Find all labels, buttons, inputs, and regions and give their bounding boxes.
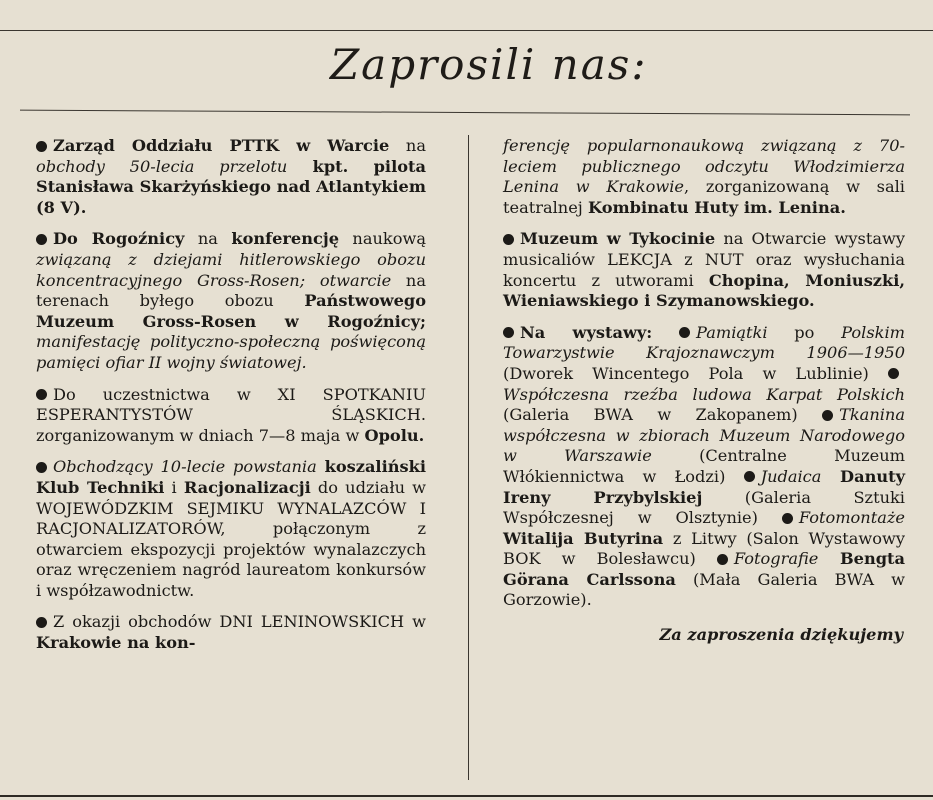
bottom-rule — [0, 795, 933, 797]
event-name: konferencję — [231, 229, 340, 249]
bullet-icon — [717, 554, 728, 565]
museum-name: Państwowego Muzeum Gross-Rosen w Rogoźnicy; — [36, 291, 426, 331]
column-divider — [468, 135, 469, 780]
item-esperanto — [36, 385, 426, 447]
item-koszalin — [36, 457, 426, 601]
bullet-icon — [744, 471, 755, 482]
thanks-footer: Za zaproszenia dziękujemy — [659, 625, 903, 645]
org-name: koszaliński Klub Techniki — [36, 457, 426, 497]
exhibition-name: Judaica — [760, 466, 822, 486]
bullet-icon — [36, 141, 47, 152]
bullet-icon — [36, 617, 47, 628]
venue: (Galeria BWA w Zakopanem) — [503, 405, 823, 425]
artist-name: Bengta Görana Carlssona — [503, 549, 906, 589]
venue: (Centralne Muzeum Włókiennictwa w Łodzi) — [503, 446, 905, 486]
place-name: Krakowie na kon- — [36, 633, 196, 653]
bullet-icon — [822, 410, 833, 421]
event-detail: związaną z dziejami hitlerowskiego obozu koncentracyjnego Gross-Rosen; otwarcie — [36, 249, 426, 290]
text: na Otwarcie wystawy musicaliów LEKCJA z NUT oraz wysłuchania koncertu z utworami — [503, 229, 905, 290]
exhibition-name: Fotografie — [733, 549, 819, 569]
exhibition-name: Fotomontaże — [798, 508, 905, 528]
place-name: Opolu. — [364, 425, 425, 445]
artist-name: Danuty Ireny Przybylskiej — [503, 466, 905, 507]
text: naukową — [339, 229, 426, 249]
bullet-icon — [36, 234, 47, 245]
item-pttk-warta — [36, 136, 426, 218]
exhibition-name: Tkanina współczesna w zbiorach Muzeum Narodowego w Warszawie — [503, 405, 905, 466]
bullet-icon — [36, 389, 47, 400]
venue: (Galeria Sztuki Współczesnej w Olsztynie) — [503, 487, 905, 528]
right-column — [503, 136, 905, 657]
text: zorganizowanym w dniach 7—8 maja w — [36, 425, 365, 445]
venue: z Litwy (Salon Wystawowy BOK w Bolesławcu) — [503, 528, 905, 569]
bullet-icon — [782, 513, 793, 524]
title-rule — [20, 110, 910, 116]
item-exhibitions — [503, 323, 905, 611]
bullet-icon — [36, 462, 47, 473]
text: do udziału w WOJEWÓDZKIM SEJMIKU WYNALAZCÓW I RACJONALIZATORÓW, połączonym z otwarciem ekspozycji projektów wynalazczych oraz wręczeniem nagród laureatom konkursów i współzawodnictw. — [36, 477, 426, 600]
text: , zorganizowaną w sali teatralnej — [503, 177, 905, 217]
exhibition-name: Współczesna rzeźba ludowa Karpat Polskich — [503, 384, 905, 404]
text: na — [184, 229, 232, 249]
museum-name: Muzeum w Tykocinie — [520, 229, 716, 249]
composer-names: Chopina, Moniuszki, Wieniawskiego i Szymanowskiego. — [503, 270, 905, 311]
place-name: Do Rogoźnicy — [53, 229, 185, 249]
exhibition-name: Polskim Towarzystwie Krajoznawczym 1906—1950 — [503, 322, 905, 363]
org-name: Kombinatu Huty im. Lenina. — [587, 197, 846, 217]
event-name: Do uczestnictwa w XI SPOTKANIU ESPERANTYSTÓW ŚLĄSKICH. — [36, 384, 426, 425]
event-detail: manifestację polityczno-społeczną poświęconą pamięci ofiar II wojny światowej. — [36, 332, 426, 372]
bullet-icon — [503, 234, 514, 245]
text: po — [767, 322, 842, 342]
event-detail: ferencję popularnonaukową związaną z 70-leciem publicznego odczytu Włodzimierza Lenina w Krakowie — [503, 136, 905, 197]
text — [317, 457, 325, 476]
artist-name: Witalija Butyrina — [503, 528, 664, 548]
text: i — [164, 477, 184, 497]
text: na — [389, 136, 426, 155]
event-detail: Obchodzący 10-lecie powstania — [53, 457, 317, 477]
left-column — [36, 136, 426, 665]
event-detail: kpt. pilota Stanisława Skarżyńskiego nad Atlantykiem (8 V). — [36, 156, 426, 217]
org-name: Racjonalizacji — [183, 477, 311, 497]
text: Z okazji obchodów DNI LENINOWSKICH w — [53, 612, 426, 632]
event-name: obchody 50-lecia przelotu — [36, 156, 288, 176]
org-name: Zarząd Oddziału PTTK w Warcie — [53, 136, 390, 155]
item-tykocin — [503, 229, 905, 311]
top-rule — [0, 30, 933, 31]
venue: (Mała Galeria BWA w Gorzowie). — [503, 569, 905, 610]
page-title: Zaprosili nas: — [330, 40, 648, 89]
text: na terenach byłego obozu — [36, 270, 426, 311]
bullet-icon — [679, 327, 690, 338]
section-label: Na wystawy: — [520, 322, 653, 342]
bullet-icon — [503, 327, 514, 338]
item-rogoznica — [36, 229, 426, 373]
venue: (Dworek Wincentego Pola w Lublinie) — [503, 363, 888, 383]
item-lenin-conference — [503, 136, 905, 218]
bullet-icon — [888, 368, 899, 379]
exhibition-name: Pamiątki — [696, 322, 768, 342]
item-lenin-days — [36, 612, 426, 653]
